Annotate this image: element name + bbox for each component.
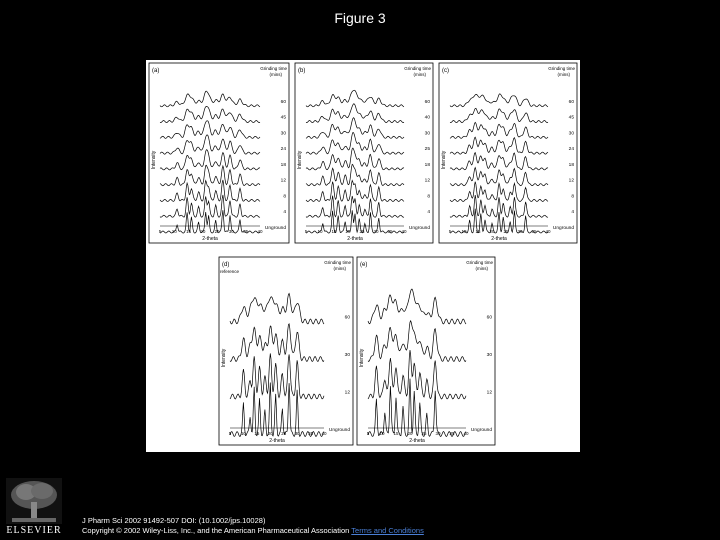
x-axis-label: 2-theta [202,236,218,242]
x-tick-label: 10 [379,431,385,436]
series-line [160,106,260,122]
series-label: 18 [424,162,430,168]
x-tick-label: 35 [308,431,314,436]
series-line [230,383,324,437]
legend-title: Grinding time [466,260,493,265]
series-label: Unground [408,226,430,231]
x-tick-label: 35 [531,229,537,234]
series-label: 12 [486,390,492,396]
series-label: 12 [568,178,574,184]
panel-a [148,62,290,244]
legend-title-units: (mins) [475,266,488,271]
series-line [450,122,548,138]
series-label: 40 [424,115,430,121]
x-tick-label: 25 [503,229,509,234]
series-label: 60 [344,315,350,321]
series-line [306,90,404,107]
y-axis-label: Intensity [221,348,227,368]
legend-title: Grinding time [548,66,575,71]
series-label: 25 [424,147,430,153]
x-tick-label: 20 [489,229,495,234]
series-line [230,353,324,399]
x-tick-label: 20 [200,229,206,234]
y-axis-label: Intensity [359,348,365,368]
x-tick-label: 5 [228,431,232,436]
x-tick-label: 40 [545,229,551,234]
series-label: 30 [344,353,350,358]
x-axis-label: 2-theta [409,438,425,444]
elsevier-tree-icon [6,478,62,524]
legend-title-units: (mins) [269,72,282,77]
x-tick-label: 25 [214,229,220,234]
y-axis-label: Intensity [151,150,157,170]
citation-line-2 [82,526,424,536]
x-axis-label: 2-theta [491,236,507,242]
series-label: 24 [568,147,574,153]
series-label: Unground [552,226,574,231]
x-tick-label: 25 [359,229,365,234]
series-label: 30 [568,131,574,137]
x-tick-label: 35 [243,229,249,234]
x-tick-label: 15 [254,431,260,436]
x-tick-label: 10 [317,229,323,234]
series-label: 4 [571,210,574,216]
citation [82,516,424,536]
series-label: 18 [568,162,574,168]
x-tick-label: 30 [294,431,300,436]
x-tick-label: 25 [281,431,287,436]
x-tick-label: 15 [393,431,399,436]
elsevier-logo [6,478,62,536]
x-tick-label: 35 [449,431,455,436]
panel-letter: (d) [222,262,230,268]
x-tick-label: 25 [421,431,427,436]
x-tick-label: 10 [461,229,467,234]
x-tick-label: 15 [186,229,192,234]
x-tick-label: 5 [448,229,452,234]
slide-title: Figure 3 [334,10,386,26]
series-line [160,135,260,154]
panel-letter: (a) [152,68,160,74]
panel-e [356,256,496,446]
x-tick-label: 5 [158,229,162,234]
series-label: 60 [568,99,574,105]
panel-b [294,62,434,244]
x-axis-label: 2-theta [269,438,285,444]
series-line [306,133,404,155]
x-tick-label: 20 [345,229,351,234]
x-tick-label: 20 [267,431,273,436]
series-line [160,165,260,186]
series-label: 8 [427,194,430,200]
x-tick-label: 10 [171,229,177,234]
series-line [160,91,260,107]
series-line [450,153,548,170]
x-tick-label: 20 [407,431,413,436]
series-label: 30 [486,353,492,358]
x-tick-label: 40 [463,431,469,436]
x-axis-label: 2-theta [347,236,363,242]
x-tick-label: 30 [517,229,523,234]
y-axis-label: Intensity [441,150,447,170]
series-label: 12 [344,390,350,396]
x-tick-label: 15 [331,229,337,234]
x-tick-label: 40 [401,229,407,234]
series-label: 4 [427,210,430,216]
series-label: 18 [280,162,286,168]
series-label: 24 [280,147,286,153]
x-tick-label: 10 [240,431,246,436]
panel-frame [149,63,289,243]
series-label: 60 [424,99,430,105]
citation-line-1: J Pharm Sci 2002 91492-507 DOI: (10.1002/jps.10028) [82,516,266,525]
x-tick-label: 15 [475,229,481,234]
elsevier-wordmark: ELSEVIER [6,525,62,536]
reference-label: reference [220,269,240,274]
legend-title-units: (mins) [333,266,346,271]
legend-title: Grinding time [404,66,431,71]
series-label: Unground [470,428,492,433]
panel-d [218,256,354,446]
series-label: 60 [486,315,492,321]
x-tick-label: 40 [257,229,263,234]
series-line [450,108,548,122]
series-line [450,94,548,107]
legend-title-units: (mins) [413,72,426,77]
series-label: 8 [283,194,286,200]
series-line [450,137,548,154]
series-label: Unground [264,226,286,231]
series-label: 60 [280,99,286,105]
series-label: 8 [571,194,574,200]
x-tick-label: 30 [373,229,379,234]
panel-frame [295,63,433,243]
series-label: 4 [283,210,286,216]
x-tick-label: 30 [228,229,234,234]
panel-c [438,62,578,244]
copyright-text: Copyright © 2002 Wiley-Liss, Inc., and the American Pharmaceutical Association [82,526,350,535]
series-line [306,148,404,170]
legend-title: Grinding time [324,260,351,265]
x-tick-label: 30 [435,431,441,436]
series-label: 30 [280,131,286,137]
y-axis-label: Intensity [297,150,303,170]
series-line [368,289,466,324]
x-tick-label: 5 [304,229,308,234]
legend-title-units: (mins) [557,72,570,77]
series-label: 12 [424,178,430,184]
series-line [230,294,324,325]
series-label: 45 [568,115,574,121]
x-tick-label: 5 [366,431,370,436]
series-label: 12 [280,178,286,184]
series-line [368,321,466,362]
panel-letter: (e) [360,262,368,268]
series-label: Unground [328,428,350,433]
panel-letter: (c) [442,68,449,74]
x-tick-label: 40 [321,431,327,436]
x-tick-label: 35 [387,229,393,234]
series-line [230,324,324,362]
series-label: 30 [424,131,430,137]
series-line [160,121,260,139]
legend-title: Grinding time [260,66,287,71]
panel-letter: (b) [298,68,306,74]
terms-link[interactable]: Terms and Conditions [351,526,424,535]
series-label: 45 [280,115,286,121]
figure-3-image [146,60,580,452]
series-line [160,150,260,170]
